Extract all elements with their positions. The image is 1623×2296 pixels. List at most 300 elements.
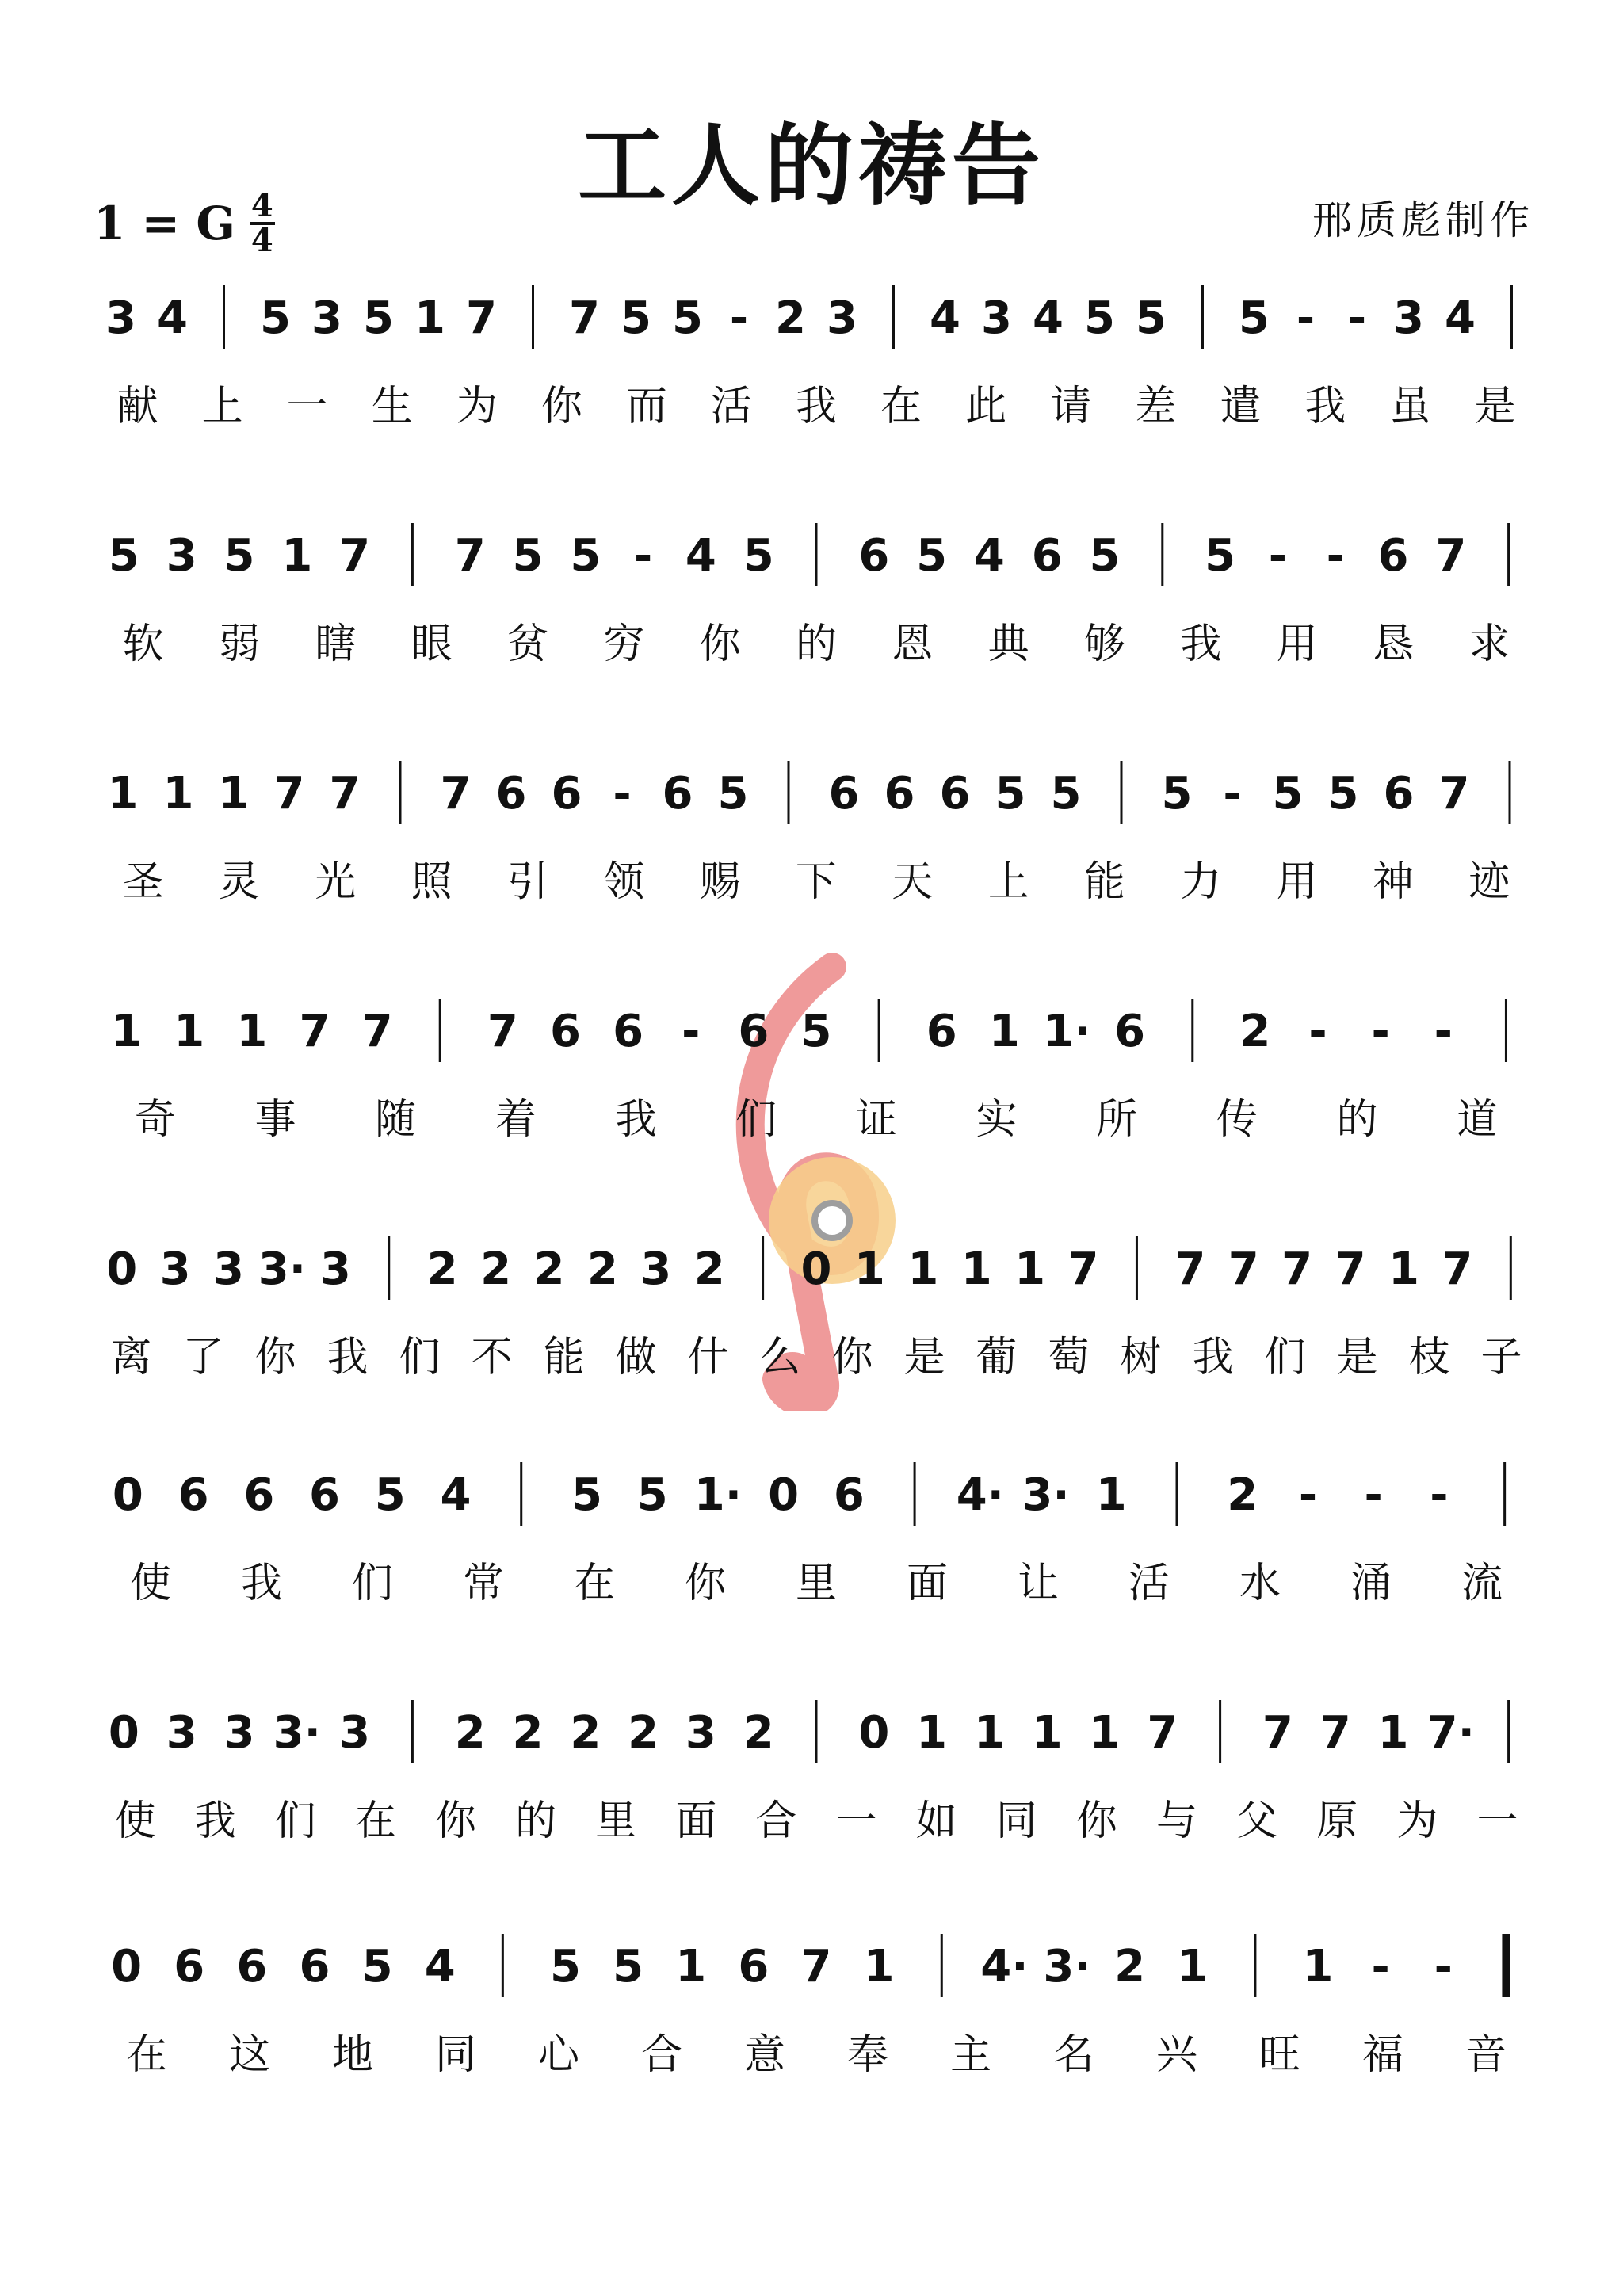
lyric-char: 下 xyxy=(795,858,838,906)
sustain-dash: - xyxy=(729,292,749,344)
lyric-char: 我 xyxy=(1180,621,1222,668)
note: 2 xyxy=(628,1707,659,1759)
note: 1 xyxy=(1095,1469,1127,1521)
lyric-char: 灵 xyxy=(218,858,261,906)
lyric-char: 你 xyxy=(684,1560,727,1607)
note: 3 xyxy=(685,1707,716,1759)
lyric-char: 同 xyxy=(434,2031,477,2079)
note: 2 xyxy=(1227,1469,1258,1521)
lyric-char: 主 xyxy=(949,2031,992,2079)
note: 7 xyxy=(487,1006,518,1057)
note: 7 xyxy=(273,768,305,819)
lyric-char: 我 xyxy=(1192,1334,1234,1381)
lyric-char: 与 xyxy=(1155,1797,1198,1845)
note: 1 xyxy=(916,1707,948,1759)
note: 5 xyxy=(621,292,651,344)
note: 0 xyxy=(112,1469,143,1521)
lyric-char: 此 xyxy=(965,383,1007,430)
lyric-char: 一 xyxy=(1476,1797,1518,1845)
note: 0 xyxy=(768,1469,800,1521)
lyric-char: 我 xyxy=(327,1334,369,1381)
note: 0 xyxy=(858,1707,890,1759)
lyric-char: 是 xyxy=(1474,383,1516,430)
lyric-char: 道 xyxy=(1457,1096,1499,1144)
lyric-char: 常 xyxy=(462,1560,505,1607)
lyric-char: 能 xyxy=(1083,858,1126,906)
lyric-char: 所 xyxy=(1096,1096,1138,1144)
note: 7 xyxy=(800,1941,832,1992)
sustain-dash: - xyxy=(1296,292,1316,344)
note: 2 xyxy=(743,1707,774,1759)
note: 5 xyxy=(1272,768,1304,819)
note: 2 xyxy=(586,1244,618,1295)
note: 7 xyxy=(361,1006,393,1057)
lyric-char: 传 xyxy=(1216,1096,1258,1144)
lyric-char: 活 xyxy=(1128,1560,1170,1607)
note: 5 xyxy=(672,292,703,344)
note: 3· xyxy=(1043,1941,1091,1992)
note: 6 xyxy=(858,530,890,582)
note: 1· xyxy=(693,1469,743,1521)
note: 4 xyxy=(1033,292,1064,344)
lyric-char: 领 xyxy=(603,858,645,906)
note: 7 xyxy=(299,1006,330,1057)
note: 3 xyxy=(166,530,197,582)
lyric-char: 你 xyxy=(831,1334,873,1381)
note: 5 xyxy=(570,530,601,582)
lyric-char: 穷 xyxy=(603,621,645,668)
lyric-char: 弱 xyxy=(218,621,261,668)
note: 1 xyxy=(1302,1941,1334,1992)
note: 1 xyxy=(1377,1707,1409,1759)
note: 6 xyxy=(738,1006,769,1057)
lyric-char: 为 xyxy=(456,383,498,430)
note: 3 xyxy=(640,1244,672,1295)
note: 7 xyxy=(1435,530,1467,582)
note: 3 xyxy=(981,292,1012,344)
lyric-char: 生 xyxy=(371,383,413,430)
lyric-char: 实 xyxy=(976,1096,1018,1144)
note: 3 xyxy=(827,292,857,344)
lyric-char: 树 xyxy=(1120,1334,1162,1381)
lyric-char: 差 xyxy=(1135,383,1177,430)
note: 1 xyxy=(414,292,445,344)
lyric-char: 力 xyxy=(1180,858,1222,906)
sustain-dash: - xyxy=(613,768,632,819)
note: 4 xyxy=(1445,292,1476,344)
lyric-char: 光 xyxy=(315,858,357,906)
lyric-char: 你 xyxy=(699,621,741,668)
note: 4 xyxy=(424,1941,456,1992)
note: 5 xyxy=(1050,768,1082,819)
lyric-char: 奇 xyxy=(134,1096,176,1144)
note: 1 xyxy=(174,1006,205,1057)
note: 3 xyxy=(213,1244,245,1295)
lyric-char: 天 xyxy=(892,858,934,906)
lyric-char: 们 xyxy=(1264,1334,1306,1381)
note: 5 xyxy=(363,292,394,344)
sustain-dash: - xyxy=(1430,1469,1449,1521)
lyric-char: 使 xyxy=(129,1560,172,1607)
note: 6 xyxy=(309,1469,341,1521)
lyric-char: 如 xyxy=(915,1797,957,1845)
note: 6 xyxy=(495,768,527,819)
note: 1 xyxy=(107,768,139,819)
lyric-char: 你 xyxy=(540,383,582,430)
lyric-char: 献 xyxy=(116,383,158,430)
sustain-dash: - xyxy=(682,1006,701,1057)
lyric-char: 遣 xyxy=(1220,383,1262,430)
note: 6 xyxy=(1031,530,1063,582)
note: 3 xyxy=(1393,292,1424,344)
sustain-dash: - xyxy=(1326,530,1345,582)
note: 6 xyxy=(662,768,693,819)
lyric-char: 让 xyxy=(1017,1560,1060,1607)
lyric-char: 的 xyxy=(795,621,838,668)
note: 2 xyxy=(570,1707,601,1759)
note: 5 xyxy=(1327,768,1359,819)
note: 5 xyxy=(260,292,291,344)
note: 3· xyxy=(258,1244,307,1295)
lyric-char: 们 xyxy=(735,1096,777,1144)
note: 1· xyxy=(1043,1006,1091,1057)
lyric-char: 我 xyxy=(795,383,838,430)
sustain-dash: - xyxy=(1371,1941,1390,1992)
lyric-char: 什 xyxy=(687,1334,729,1381)
note: 7 xyxy=(1067,1244,1099,1295)
note: 2 xyxy=(454,1707,486,1759)
lyric-char: 做 xyxy=(615,1334,657,1381)
note: 7 xyxy=(466,292,497,344)
lyric-char: 用 xyxy=(1276,621,1318,668)
lyric-char: 上 xyxy=(201,383,243,430)
note: 5 xyxy=(549,1941,581,1992)
lyric-char: 面 xyxy=(675,1797,717,1845)
note: 6 xyxy=(828,768,860,819)
note: 7 xyxy=(1228,1244,1259,1295)
lyric-char: 了 xyxy=(182,1334,224,1381)
note: 4· xyxy=(980,1941,1029,1992)
key-label: 1 = G xyxy=(94,197,235,250)
lyric-char: 事 xyxy=(254,1096,296,1144)
note: 0 xyxy=(111,1941,143,1992)
note: 3 xyxy=(319,1244,351,1295)
lyric-char: 意 xyxy=(743,2031,786,2079)
note: 6 xyxy=(613,1006,644,1057)
note: 4 xyxy=(440,1469,472,1521)
note: 5 xyxy=(995,768,1026,819)
note: 5 xyxy=(108,530,139,582)
note: 6 xyxy=(549,1006,581,1057)
lyric-char: 涌 xyxy=(1350,1560,1392,1607)
lyric-char: 原 xyxy=(1316,1797,1358,1845)
sustain-dash: - xyxy=(1371,1006,1390,1057)
lyric-char: 子 xyxy=(1480,1334,1522,1381)
note: 4 xyxy=(930,292,960,344)
sustain-dash: - xyxy=(1347,292,1367,344)
lyric-char: 的 xyxy=(1336,1096,1378,1144)
lyric-char: 旺 xyxy=(1258,2031,1301,2079)
note: 7 xyxy=(1335,1244,1366,1295)
note: 6 xyxy=(1377,530,1409,582)
lyric-char: 为 xyxy=(1396,1797,1438,1845)
lyric-char: 眼 xyxy=(411,621,453,668)
note: 3 xyxy=(223,1707,255,1759)
lyric-char: 名 xyxy=(1052,2031,1095,2079)
note: 7 xyxy=(1281,1244,1313,1295)
note: 6 xyxy=(939,768,971,819)
lyric-char: 们 xyxy=(399,1334,441,1381)
note: 7 xyxy=(440,768,472,819)
lyric-char: 恳 xyxy=(1372,621,1415,668)
score-row xyxy=(113,1462,1505,1607)
note: 6 xyxy=(833,1469,865,1521)
note: 5 xyxy=(613,1941,644,1992)
note: 1 xyxy=(854,1244,885,1295)
lyric-char: 合 xyxy=(755,1797,797,1845)
lyric-char: 我 xyxy=(615,1096,657,1144)
note: 1 xyxy=(162,768,194,819)
lyric-char: 们 xyxy=(351,1560,394,1607)
note: 7 xyxy=(569,292,600,344)
lyric-char: 活 xyxy=(710,383,752,430)
note: 1 xyxy=(907,1244,939,1295)
note: 4 xyxy=(685,530,716,582)
lyric-char: 请 xyxy=(1050,383,1092,430)
lyric-char: 离 xyxy=(110,1334,152,1381)
note: 3· xyxy=(1022,1469,1070,1521)
note: 1 xyxy=(1014,1244,1046,1295)
lyric-char: 这 xyxy=(228,2031,271,2079)
lyric-char: 枝 xyxy=(1408,1334,1450,1381)
lyric-char: 使 xyxy=(114,1797,156,1845)
lyric-char: 一 xyxy=(835,1797,877,1845)
lyric-char: 面 xyxy=(906,1560,949,1607)
sustain-dash: - xyxy=(1308,1006,1327,1057)
note: 7 xyxy=(1438,768,1470,819)
note: 0 xyxy=(106,1244,138,1295)
note: 3 xyxy=(311,292,342,344)
lyric-char: 而 xyxy=(625,383,667,430)
lyric-char: 么 xyxy=(759,1334,801,1381)
note: 6 xyxy=(884,768,915,819)
lyric-char: 贫 xyxy=(506,621,549,668)
note: 7 xyxy=(329,768,361,819)
lyric-char: 是 xyxy=(903,1334,945,1381)
note: 3 xyxy=(159,1244,191,1295)
note: 2 xyxy=(775,292,806,344)
note: 5 xyxy=(374,1469,406,1521)
note: 5 xyxy=(636,1469,668,1521)
note: 6 xyxy=(299,1941,330,1992)
note: 2 xyxy=(533,1244,565,1295)
note: 2 xyxy=(426,1244,458,1295)
sustain-dash: - xyxy=(1434,1006,1453,1057)
lyric-char: 地 xyxy=(331,2031,374,2079)
note: 2 xyxy=(1239,1006,1271,1057)
note: 2 xyxy=(1114,1941,1146,1992)
note: 4 xyxy=(157,292,188,344)
lyric-char: 软 xyxy=(122,621,164,668)
note: 0 xyxy=(800,1244,832,1295)
note: 6 xyxy=(551,768,582,819)
lyric-char: 证 xyxy=(855,1096,897,1144)
note: 5 xyxy=(571,1469,602,1521)
sustain-dash: - xyxy=(1364,1469,1383,1521)
lyric-char: 赐 xyxy=(699,858,741,906)
lyric-char: 不 xyxy=(471,1334,513,1381)
page-title: 工人的祷告 xyxy=(578,114,1045,218)
lyric-char: 们 xyxy=(274,1797,316,1845)
lyric-char: 神 xyxy=(1372,858,1415,906)
lyric-char: 随 xyxy=(375,1096,417,1144)
score-row xyxy=(111,1934,1507,2079)
note: 3· xyxy=(273,1707,321,1759)
note: 7 xyxy=(1174,1244,1206,1295)
lyric-char: 我 xyxy=(194,1797,236,1845)
score-row xyxy=(109,1700,1518,1845)
lyric-char: 水 xyxy=(1239,1560,1281,1607)
lyric-char: 萄 xyxy=(1048,1334,1090,1381)
note: 1 xyxy=(863,1941,895,1992)
sustain-dash: - xyxy=(1223,768,1242,819)
lyric-char: 福 xyxy=(1361,2031,1404,2079)
lyric-char: 在 xyxy=(125,2031,168,2079)
sustain-dash: - xyxy=(1268,530,1288,582)
time-signature-bottom: 4 xyxy=(250,222,273,259)
note: 5 xyxy=(916,530,948,582)
note: 1 xyxy=(1089,1707,1121,1759)
lyric-char: 你 xyxy=(1075,1797,1117,1845)
lyric-char: 音 xyxy=(1465,2031,1507,2079)
lyric-char: 兴 xyxy=(1155,2031,1198,2079)
note: 5 xyxy=(1084,292,1115,344)
note: 4 xyxy=(973,530,1005,582)
sustain-dash: - xyxy=(633,530,653,582)
note: 1 xyxy=(973,1707,1005,1759)
lyric-char: 恩 xyxy=(892,621,934,668)
note: 5 xyxy=(1239,292,1270,344)
note: 7 xyxy=(339,530,371,582)
lyric-char: 心 xyxy=(537,2031,580,2079)
lyric-char: 我 xyxy=(1304,383,1346,430)
lyric-char: 里 xyxy=(595,1797,637,1845)
note: 7 xyxy=(454,530,486,582)
sustain-dash: - xyxy=(1434,1941,1453,1992)
lyric-char: 葡 xyxy=(976,1334,1018,1381)
score-row xyxy=(109,523,1510,668)
lyric-char: 瞎 xyxy=(315,621,357,668)
note: 3 xyxy=(166,1707,197,1759)
author-credit: 邢质彪制作 xyxy=(1312,197,1534,243)
note: 7 xyxy=(1262,1707,1293,1759)
lyric-char: 我 xyxy=(240,1560,283,1607)
note: 7 xyxy=(1147,1707,1178,1759)
lyric-char: 流 xyxy=(1461,1560,1503,1607)
lyric-char: 在 xyxy=(354,1797,396,1845)
note: 3 xyxy=(105,292,136,344)
lyric-char: 父 xyxy=(1236,1797,1278,1845)
lyric-char: 在 xyxy=(880,383,922,430)
score-row xyxy=(106,1236,1522,1381)
note: 1 xyxy=(111,1006,143,1057)
lyric-char: 用 xyxy=(1276,858,1318,906)
score-row xyxy=(108,761,1511,906)
note: 5 xyxy=(1205,530,1236,582)
lyric-char: 是 xyxy=(1336,1334,1378,1381)
lyric-char: 合 xyxy=(640,2031,683,2079)
note: 1 xyxy=(960,1244,992,1295)
note: 2 xyxy=(512,1707,544,1759)
note: 5 xyxy=(1089,530,1121,582)
note: 1 xyxy=(988,1006,1020,1057)
note: 1 xyxy=(1031,1707,1063,1759)
note: 6 xyxy=(243,1469,275,1521)
sustain-dash: - xyxy=(1298,1469,1318,1521)
lyric-char: 虽 xyxy=(1389,383,1431,430)
note: 3 xyxy=(339,1707,371,1759)
lyric-char: 照 xyxy=(411,858,453,906)
note: 7 xyxy=(1442,1244,1473,1295)
note: 5 xyxy=(361,1941,393,1992)
score-row xyxy=(105,285,1515,430)
lyric-char: 你 xyxy=(434,1797,477,1845)
note: 1 xyxy=(675,1941,707,1992)
score-row xyxy=(111,999,1506,1144)
lyric-char: 一 xyxy=(286,383,328,430)
lyric-char: 上 xyxy=(987,858,1029,906)
lyric-char: 着 xyxy=(495,1096,537,1144)
note: 5 xyxy=(223,530,255,582)
note: 6 xyxy=(926,1006,957,1057)
note: 6 xyxy=(1383,768,1415,819)
note: 6 xyxy=(178,1469,209,1521)
time-signature-top: 4 xyxy=(250,187,273,224)
note: 5 xyxy=(1161,768,1193,819)
note: 1 xyxy=(1177,1941,1209,1992)
note: 0 xyxy=(108,1707,139,1759)
note: 6 xyxy=(236,1941,268,1992)
lyric-char: 的 xyxy=(515,1797,557,1845)
lyric-char: 求 xyxy=(1468,621,1510,668)
lyric-char: 典 xyxy=(987,621,1029,668)
note: 1 xyxy=(281,530,313,582)
note: 7 xyxy=(1319,1707,1351,1759)
note: 6 xyxy=(174,1941,205,1992)
lyric-char: 同 xyxy=(995,1797,1037,1845)
note: 5 xyxy=(1136,292,1167,344)
lyric-char: 奉 xyxy=(846,2031,889,2079)
note: 7· xyxy=(1426,1707,1475,1759)
note: 2 xyxy=(693,1244,725,1295)
lyric-char: 够 xyxy=(1083,621,1126,668)
note: 5 xyxy=(800,1006,832,1057)
note: 6 xyxy=(1114,1006,1146,1057)
note: 4· xyxy=(956,1469,1004,1521)
lyric-char: 引 xyxy=(506,858,549,906)
note: 5 xyxy=(512,530,544,582)
lyric-char: 迹 xyxy=(1468,858,1510,906)
note: 1 xyxy=(1388,1244,1419,1295)
note: 1 xyxy=(236,1006,268,1057)
lyric-char: 圣 xyxy=(122,858,164,906)
lyric-char: 里 xyxy=(795,1560,838,1607)
note: 1 xyxy=(218,768,250,819)
lyric-char: 你 xyxy=(254,1334,296,1381)
lyric-char: 能 xyxy=(543,1334,585,1381)
note: 5 xyxy=(743,530,774,582)
note: 5 xyxy=(717,768,749,819)
